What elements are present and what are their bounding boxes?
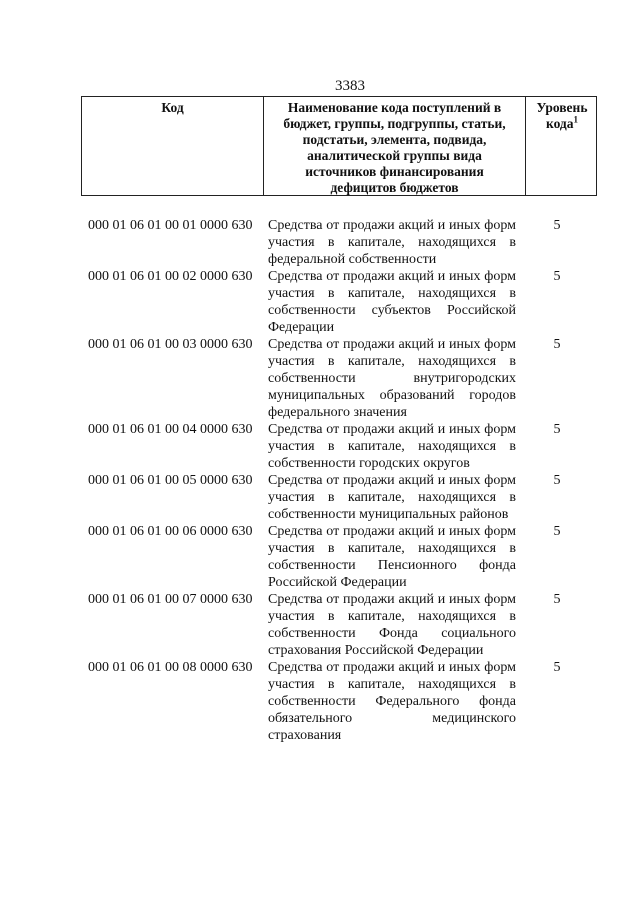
row-description: Средства от продажи акций и иных форм участия в капитале, находящихся в собственности Федерального фонда обязательного медицинского страхования: [268, 660, 516, 743]
row-description: Средства от продажи акций и иных форм участия в капитале, находящихся в собственности субъектов Российской Федерации: [268, 269, 516, 335]
row-code: 000 01 06 01 00 02 0000 630: [88, 269, 253, 284]
header-level-footnote: 1: [573, 114, 579, 125]
table-row: [88, 659, 588, 744]
row-description: Средства от продажи акций и иных форм участия в капитале, находящихся в собственности внутригородских муниципальных образований городов федерального значения: [268, 337, 516, 420]
table-row: [88, 217, 588, 268]
table-row: [88, 268, 588, 336]
row-description: Средства от продажи акций и иных форм участия в капитале, находящихся в собственности Фонда социального страхования Российской Федерации: [268, 592, 516, 658]
row-code: 000 01 06 01 00 07 0000 630: [88, 592, 253, 607]
header-level-label: Уровень кода: [536, 100, 588, 131]
table-body: [88, 217, 588, 744]
row-code: 000 01 06 01 00 01 0000 630: [88, 218, 253, 233]
row-code: 000 01 06 01 00 05 0000 630: [88, 473, 253, 488]
table-row: [88, 523, 588, 591]
row-description: Средства от продажи акций и иных форм участия в капитале, находящихся в собственности городских округов: [268, 422, 516, 471]
row-description: Средства от продажи акций и иных форм участия в капитале, находящихся в собственности муниципальных районов: [268, 473, 516, 522]
table-row: [88, 421, 588, 472]
page-number: 3383: [335, 78, 365, 94]
table-row: [88, 472, 588, 523]
row-code: 000 01 06 01 00 03 0000 630: [88, 337, 253, 352]
header-code-column: [82, 97, 264, 195]
row-level: 5: [553, 218, 561, 233]
row-level: 5: [553, 422, 561, 437]
row-description: Средства от продажи акций и иных форм участия в капитале, находящихся в собственности Пенсионного фонда Российской Федерации: [268, 524, 516, 590]
row-code: 000 01 06 01 00 08 0000 630: [88, 660, 253, 675]
row-level: 5: [553, 660, 561, 675]
header-code-label: Код: [161, 100, 184, 115]
row-level: 5: [553, 592, 561, 607]
header-level-column: [526, 97, 598, 195]
table-row: [88, 336, 588, 421]
row-level: 5: [553, 269, 561, 284]
row-level: 5: [553, 337, 561, 352]
header-name-label: Наименование кода поступлений в бюджет, группы, подгруппы, статьи, подстатьи, элемента, подвида, аналитической группы вида источников финансирования дефицитов бюджетов: [283, 100, 506, 195]
row-level: 5: [553, 473, 561, 488]
row-level: 5: [553, 524, 561, 539]
table-row: [88, 591, 588, 659]
row-code: 000 01 06 01 00 06 0000 630: [88, 524, 253, 539]
row-description: Средства от продажи акций и иных форм участия в капитале, находящихся в федеральной собственности: [268, 218, 516, 267]
header-name-column: [264, 97, 526, 195]
row-code: 000 01 06 01 00 04 0000 630: [88, 422, 253, 437]
table-header: [81, 96, 597, 196]
